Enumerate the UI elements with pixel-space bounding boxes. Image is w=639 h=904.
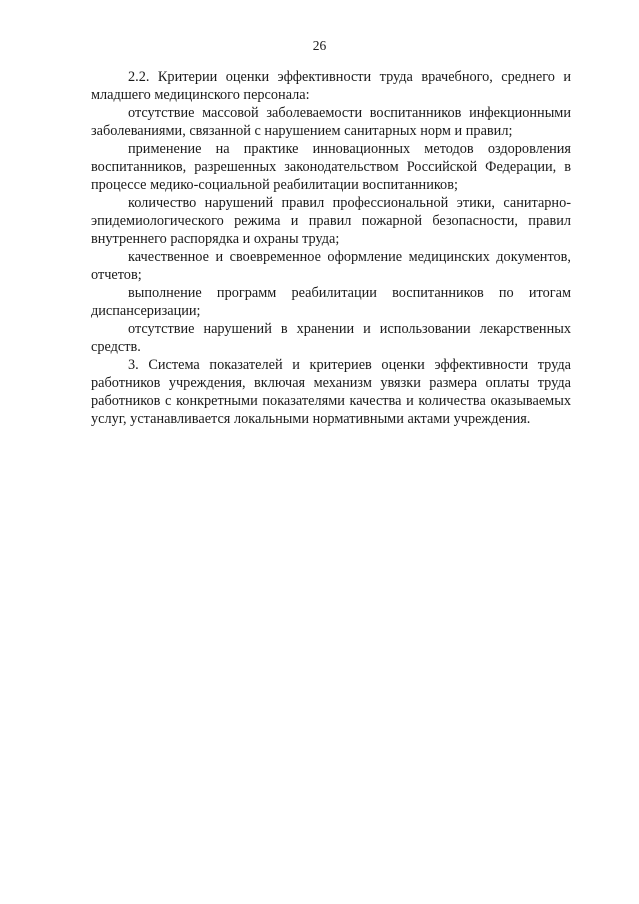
document-body bbox=[91, 68, 571, 428]
paragraph-indicator-system: 3. Система показателей и критериев оценки эффективности труда работников учреждения, включая механизм увязки размера оплаты труда работников с конкретными показателями качества и количества оказываемых услуг, устанавливается локальными нормативными актами учреждения. bbox=[91, 357, 571, 427]
paragraph-violations-count: количество нарушений правил профессиональной этики, санитарно-эпидемиологического режима и правил пожарной безопасности, правил внутреннего распорядка и охраны труда; bbox=[91, 195, 571, 247]
paragraph-medicine-storage: отсутствие нарушений в хранении и использовании лекарственных средств. bbox=[91, 321, 571, 355]
paragraph-rehabilitation-programs: выполнение программ реабилитации воспитанников по итогам диспансеризации; bbox=[91, 285, 571, 319]
paragraph-no-mass-disease: отсутствие массовой заболеваемости воспитанников инфекционными заболеваниями, связанной с нарушением санитарных норм и правил; bbox=[91, 105, 571, 139]
page-number: 26 bbox=[312, 38, 327, 53]
paragraph-innovative-methods: применение на практике инновационных методов оздоровления воспитанников, разрешенных законодательством Российской Федерации, в процессе медико-социальной реабилитации воспитанников; bbox=[91, 141, 571, 193]
paragraph-criteria-heading: 2.2. Критерии оценки эффективности труда врачебного, среднего и младшего медицинского персонала: bbox=[91, 69, 571, 103]
paragraph-documentation: качественное и своевременное оформление медицинских документов, отчетов; bbox=[91, 249, 571, 283]
